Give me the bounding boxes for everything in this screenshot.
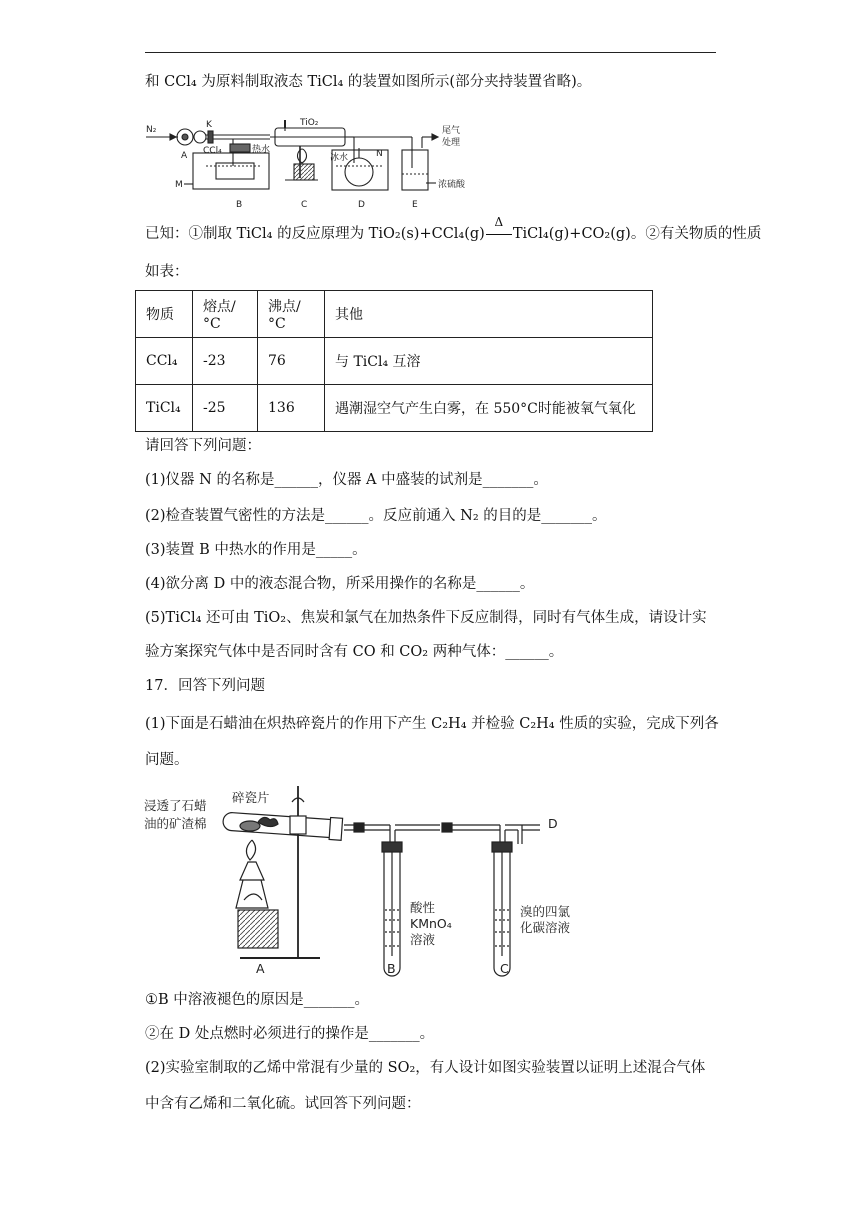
known-line-2: 如表： [145, 264, 189, 280]
label-mineral-wool-2: 油的矿渣棉 [144, 816, 207, 831]
stopper-b [382, 842, 402, 852]
table-header-cell: 物质 [136, 291, 193, 338]
mineral-wool [240, 821, 260, 831]
label-a: A [181, 151, 188, 161]
label-n2: N₂ [146, 125, 157, 135]
question-4: (4)欲分离 D 中的液态混合物，所采用操作的名称是______。 [145, 576, 535, 592]
q17-part-2-line-2: 中含有乙烯和二氧化硫。试回答下列问题： [145, 1096, 421, 1112]
lamp-block [238, 910, 278, 948]
label-acid: 浓硫酸 [438, 180, 466, 190]
q17-part-2-line-1: (2)实验室制取的乙烯中常混有少量的 SO₂，有人设计如图实验装置以证明上述混合气体 [145, 1060, 706, 1076]
apparatus-figure-2 [140, 780, 600, 980]
label-m: M [175, 180, 183, 190]
tail-gas-arrow [432, 134, 438, 140]
q17-part-1-line-2: 问题。 [145, 752, 189, 768]
flask-n [345, 158, 373, 186]
q17-part-1-line-1: (1)下面是石蜡油在炽热碎瓷片的作用下产生 C₂H₄ 并检验 C₂H₄ 性质的实验，完成下列各 [145, 716, 719, 732]
label-bromine-1: 溴的四氯 [520, 904, 571, 919]
table-cell: CCl₄ [136, 338, 193, 385]
label-c: C [301, 200, 308, 210]
porcelain-chips [258, 817, 278, 826]
label-acid-3: 溶液 [410, 932, 436, 947]
question-1: (1)仪器 N 的名称是______，仪器 A 中盛装的试剂是_______。 [145, 472, 548, 488]
intro-text: 和 CCl₄ 为原料制取液态 TiCl₄ 的装置如图所示(部分夹持装置省略)。 [145, 74, 592, 90]
label-tio2: TiO₂ [300, 118, 319, 128]
q17-sub-1: ①B 中溶液褪色的原因是_______。 [145, 992, 370, 1008]
table-cell: 76 [258, 338, 325, 385]
label-acid-2: KMnO₄ [410, 916, 452, 931]
known-line-1 [145, 215, 762, 244]
table-row [136, 385, 653, 432]
label-a: A [256, 961, 265, 976]
label-b: B [236, 200, 243, 210]
label-d: D [358, 200, 365, 210]
label-k: K [206, 120, 212, 130]
table-cell: TiCl₄ [136, 385, 193, 432]
properties-table [135, 290, 653, 432]
table-cell: 136 [258, 385, 325, 432]
label-c: C [500, 961, 509, 976]
label-n: N [376, 149, 383, 159]
label-porcelain: 碎瓷片 [232, 790, 270, 805]
label-acid-1: 酸性 [410, 900, 436, 915]
q17-sub-2: ②在 D 处点燃时必须进行的操作是_______。 [145, 1026, 435, 1042]
label-tail-1: 尾气 [442, 126, 461, 136]
question-5-line-1: (5)TiCl₄ 还可由 TiO₂、焦炭和氯气在加热条件下反应制得，同时有气体生成，请设计实 [145, 610, 707, 626]
alcohol-lamp [240, 862, 264, 880]
label-e: E [412, 200, 418, 210]
reaction-arrow [485, 215, 513, 244]
n2-arrow-head [170, 134, 176, 140]
label-ice-water: 冰水 [330, 153, 349, 163]
label-d: D [548, 816, 558, 831]
header-rule [145, 52, 716, 53]
table-cell: -25 [193, 385, 258, 432]
table-header-row [136, 291, 653, 338]
table-row [136, 338, 653, 385]
stopper-c [492, 842, 512, 852]
burner [294, 164, 314, 180]
water-bath-b [193, 153, 269, 189]
table-cell: -23 [193, 338, 258, 385]
label-tail-2: 处理 [442, 138, 461, 148]
known-part-2: TiCl₄(g)+CO₂(g)。②有关物质的性质 [512, 226, 762, 242]
question-3: (3)装置 B 中热水的作用是_____。 [145, 542, 367, 558]
flame [298, 149, 307, 163]
table-cell: 与 TiCl₄ 互溶 [325, 338, 653, 385]
label-mineral-wool-1: 浸透了石蜡 [144, 798, 207, 813]
table-header-cell: 其他 [325, 291, 653, 338]
apparatus-figure-1 [140, 108, 466, 214]
lamp-flame [246, 840, 255, 860]
table-header-cell: 沸点/°C [258, 291, 325, 338]
questions-prompt: 请回答下列问题： [145, 438, 261, 454]
acid-bottle-e [402, 150, 428, 190]
heat-symbol: Δ [494, 215, 504, 229]
q17-title: 17．回答下列问题 [145, 678, 265, 694]
table-header-cell: 熔点/°C [193, 291, 258, 338]
label-ccl4: CCl₄ [203, 146, 222, 156]
question-5-line-2: 验方案探究气体中是否同时含有 CO 和 CO₂ 两种气体：______。 [145, 644, 564, 660]
label-hot-water: 热水 [252, 145, 271, 155]
label-bromine-2: 化碳溶液 [520, 920, 571, 935]
known-part-1: 已知：①制取 TiCl₄ 的反应原理为 TiO₂(s)+CCl₄(g) [145, 226, 485, 242]
label-b: B [387, 961, 396, 976]
table-cell: 遇潮湿空气产生白雾，在 550°C时能被氧气氧化 [325, 385, 653, 432]
question-2: (2)检查装置气密性的方法是______。反应前通入 N₂ 的目的是_______。 [145, 508, 607, 524]
